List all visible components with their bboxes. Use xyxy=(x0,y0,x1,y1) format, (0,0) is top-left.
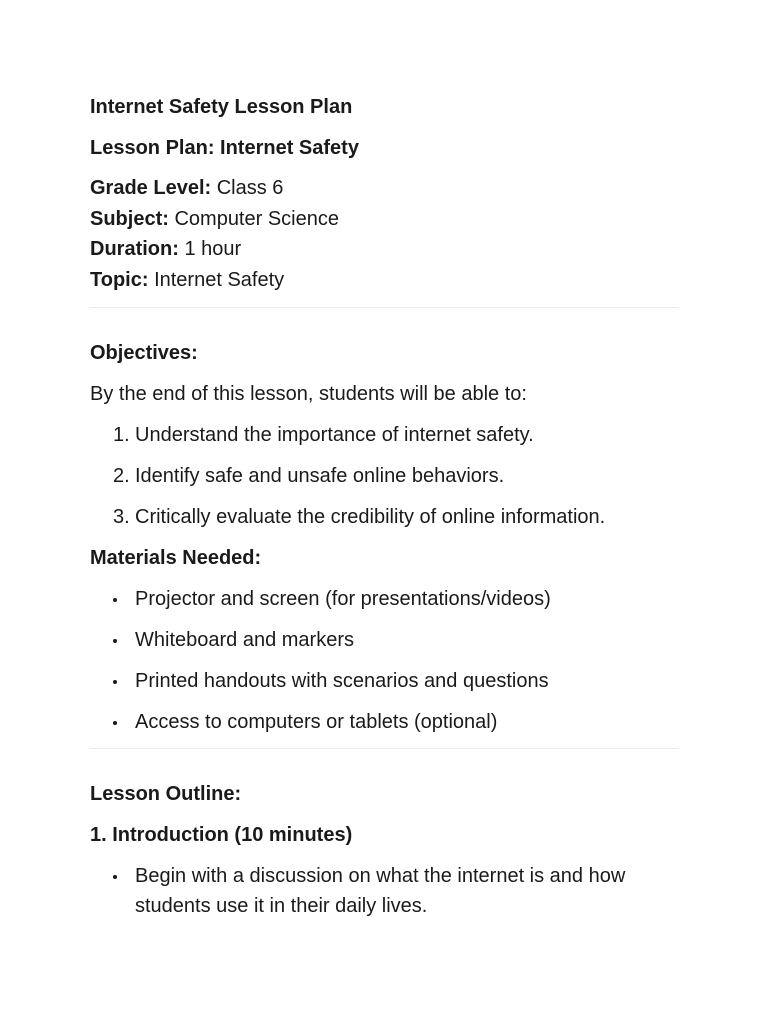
outline-heading: Lesson Outline: xyxy=(90,783,242,805)
meta-value: Internet Safety xyxy=(148,268,285,291)
list-number: 3. xyxy=(113,506,130,528)
meta-value: Computer Science xyxy=(168,207,339,230)
list-item xyxy=(113,420,678,450)
lesson-meta xyxy=(90,173,678,295)
divider xyxy=(90,748,678,749)
list-item xyxy=(113,461,678,491)
meta-label: Topic: xyxy=(90,268,149,291)
objectives-list xyxy=(90,420,678,532)
meta-duration xyxy=(90,234,678,265)
list-item xyxy=(113,502,678,532)
objectives-heading: Objectives: xyxy=(90,342,198,364)
meta-label: Duration: xyxy=(90,238,179,260)
meta-value: Class 6 xyxy=(211,177,284,199)
meta-value: 1 hour xyxy=(178,238,242,260)
meta-label: Subject: xyxy=(90,207,169,230)
list-number: 2. xyxy=(113,465,130,487)
outline-section-heading: 1. Introduction (10 minutes) xyxy=(90,824,353,846)
outline-section-list xyxy=(90,861,678,921)
document-body xyxy=(90,92,678,932)
list-item: Whiteboard and markers xyxy=(135,625,678,655)
document-title: Internet Safety Lesson Plan xyxy=(90,96,353,118)
objectives-intro: By the end of this lesson, students will be able to: xyxy=(90,383,527,405)
list-item-text: Identify safe and unsafe online behaviors. xyxy=(135,465,505,487)
meta-subject xyxy=(90,204,678,235)
meta-grade-level xyxy=(90,173,678,204)
materials-list xyxy=(90,584,678,737)
materials-heading: Materials Needed: xyxy=(90,547,262,569)
list-item: Begin with a discussion on what the internet is and how students use it in their daily lives. xyxy=(135,861,678,921)
list-item: Printed handouts with scenarios and questions xyxy=(135,666,678,696)
meta-label: Grade Level: xyxy=(90,177,212,199)
meta-topic xyxy=(90,265,678,296)
document-subtitle: Lesson Plan: Internet Safety xyxy=(90,137,359,159)
list-item-text: Understand the importance of internet safety. xyxy=(135,424,534,446)
list-item: Projector and screen (for presentations/videos) xyxy=(135,584,678,614)
list-number: 1. xyxy=(113,424,130,446)
list-item-text: Critically evaluate the credibility of online information. xyxy=(135,506,606,528)
list-item: Access to computers or tablets (optional) xyxy=(135,707,678,737)
divider xyxy=(90,307,678,308)
